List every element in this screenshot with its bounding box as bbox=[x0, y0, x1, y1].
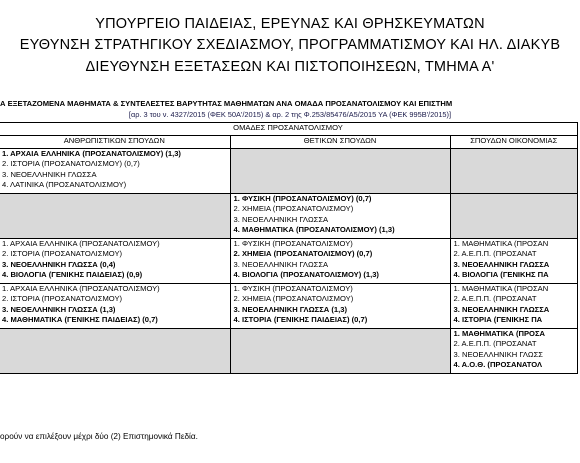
table-cell bbox=[0, 149, 230, 194]
table-cell bbox=[450, 149, 577, 194]
group-header: ΟΜΑΔΕΣ ΠΡΟΣΑΝΑΤΟΛΙΣΜΟΥ bbox=[0, 123, 578, 136]
subject-item: 3. ΝΕΟΕΛΛΗΝΙΚΗ ΓΛΩΣΣΑ (1,3) bbox=[2, 304, 116, 314]
subject-item: 1. ΜΑΘΗΜΑΤΙΚΑ (ΠΡΟΣΑ bbox=[453, 329, 545, 338]
subject-item: 3. ΝΕΟΕΛΛΗΝΙΚΗ ΓΛΩΣΣΑ bbox=[453, 304, 550, 314]
subject-item: 1. ΦΥΣΙΚΗ (ΠΡΟΣΑΝΑΤΟΛΙΣΜΟΥ) (0,7) bbox=[233, 194, 372, 203]
subject-item: 4. ΒΙΟΛΟΓΙΑ (ΠΡΟΣΑΝΑΤΟΛΙΣΜΟΥ) (1,3) bbox=[233, 270, 379, 280]
table-row bbox=[0, 329, 578, 374]
table-row bbox=[0, 149, 578, 194]
legal-reference: [αρ. 3 του ν. 4327/2015 (ΦΕΚ 50Α'/2015) & αρ. 2 της Φ.253/85476/Α5/2015 ΥΑ (ΦΕΚ 995Β'/2015)] bbox=[128, 110, 452, 119]
table-caption: Α ΕΞΕΤΑΖΟΜΕΝΑ ΜΑΘΗΜΑΤΑ & ΣΥΝΤΕΛΕΣΤΕΣ ΒΑΡΥΤΗΤΑΣ ΜΑΘΗΜΑΤΩΝ ΑΝΑ ΟΜΑΔΑ ΠΡΟΣΑΝΑΤΟΛΙΣΜΟΥ ΚΑΙ ΕΠΙΣΤΗΜ bbox=[0, 99, 453, 108]
subject-item: 2. Α.Ε.Π.Π. (ΠΡΟΣΑΝΑΤ bbox=[453, 339, 537, 349]
table-cell bbox=[450, 329, 577, 374]
subject-item: 2. ΙΣΤΟΡΙΑ (ΠΡΟΣΑΝΑΤΟΛΙΣΜΟΥ) bbox=[2, 249, 123, 259]
footer-note: ορούν να επιλέξουν μέχρι δύο (2) Επιστημονικά Πεδία. bbox=[0, 432, 198, 441]
subject-item: 3. ΝΕΟΕΛΛΗΝΙΚΗ ΓΛΩΣΣΑ (0,4) bbox=[2, 259, 116, 269]
table-cell bbox=[230, 284, 450, 329]
table-cell bbox=[0, 194, 230, 239]
subject-item: 3. ΝΕΟΕΛΛΗΝΙΚΗ ΓΛΩΣΣΑ (1,3) bbox=[233, 304, 348, 314]
directorate-general-title: ΕΥΘΥΝΣΗ ΣΤΡΑΤΗΓΙΚΟΥ ΣΧΕΔΙΑΣΜΟΥ, ΠΡΟΓΡΑΜΜΑΤΙΣΜΟΥ ΚΑΙ ΗΛ. ΔΙΑΚΥΒ bbox=[19, 37, 561, 53]
subject-item: 2. ΧΗΜΕΙΑ (ΠΡΟΣΑΝΑΤΟΛΙΣΜΟΥ) (0,7) bbox=[233, 249, 373, 259]
subject-item: 4. ΛΑΤΙΝΙΚΑ (ΠΡΟΣΑΝΑΤΟΛΙΣΜΟΥ) bbox=[2, 180, 127, 190]
column-header-economics: ΣΠΟΥΔΩΝ ΟΙΚΟΝΟΜΙΑΣ bbox=[450, 136, 577, 149]
table-cell bbox=[450, 284, 577, 329]
subject-item: 1. ΜΑΘΗΜΑΤΙΚΑ (ΠΡΟΣΑΝ bbox=[453, 239, 549, 248]
subject-item: 4. ΜΑΘΗΜΑΤΙΚΑ (ΠΡΟΣΑΝΑΤΟΛΙΣΜΟΥ) (1,3) bbox=[233, 225, 395, 235]
subject-item: 1. ΜΑΘΗΜΑΤΙΚΑ (ΠΡΟΣΑΝ bbox=[453, 284, 549, 293]
table-row bbox=[0, 239, 578, 284]
subjects-table bbox=[0, 122, 578, 374]
subject-item: 1. ΑΡΧΑΙΑ ΕΛΛΗΝΙΚΑ (ΠΡΟΣΑΝΑΤΟΛΙΣΜΟΥ) (1,3) bbox=[2, 149, 181, 158]
table-row bbox=[0, 284, 578, 329]
subject-item: 4. ΒΙΟΛΟΓΙΑ (ΓΕΝΙΚΗΣ ΠΑ bbox=[453, 270, 549, 280]
subject-item: 1. ΦΥΣΙΚΗ (ΠΡΟΣΑΝΑΤΟΛΙΣΜΟΥ) bbox=[233, 284, 353, 293]
table-cell bbox=[450, 194, 577, 239]
table-cell bbox=[0, 329, 230, 374]
table-cell bbox=[0, 239, 230, 284]
subject-item: 1. ΑΡΧΑΙΑ ΕΛΛΗΝΙΚΑ (ΠΡΟΣΑΝΑΤΟΛΙΣΜΟΥ) bbox=[2, 284, 160, 293]
table-body bbox=[0, 149, 578, 374]
table-cell bbox=[230, 329, 450, 374]
subject-item: 2. ΙΣΤΟΡΙΑ (ΠΡΟΣΑΝΑΤΟΛΙΣΜΟΥ) (0,7) bbox=[2, 159, 140, 169]
subject-item: 2. ΙΣΤΟΡΙΑ (ΠΡΟΣΑΝΑΤΟΛΙΣΜΟΥ) bbox=[2, 294, 123, 304]
ministry-title: ΥΠΟΥΡΓΕΙΟ ΠΑΙΔΕΙΑΣ, ΕΡΕΥΝΑΣ ΚΑΙ ΘΡΗΣΚΕΥΜΑΤΩΝ bbox=[95, 16, 485, 32]
subject-item: 4. ΙΣΤΟΡΙΑ (ΓΕΝΙΚΗΣ ΠΑΙΔΕΙΑΣ) (0,7) bbox=[233, 315, 368, 325]
column-header-humanities: ΑΝΘΡΩΠΙΣΤΙΚΩΝ ΣΠΟΥΔΩΝ bbox=[0, 136, 230, 149]
subject-item: 3. ΝΕΟΕΛΛΗΝΙΚΗ ΓΛΩΣΣΑ bbox=[233, 214, 329, 224]
subject-item: 2. Α.Ε.Π.Π. (ΠΡΟΣΑΝΑΤ bbox=[453, 294, 537, 304]
subject-item: 3. ΝΕΟΕΛΛΗΝΙΚΗ ΓΛΩΣΣΑ bbox=[453, 259, 550, 269]
subject-item: 4. ΜΑΘΗΜΑΤΙΚΑ (ΓΕΝΙΚΗΣ ΠΑΙΔΕΙΑΣ) (0,7) bbox=[2, 315, 158, 325]
subject-item: 3. ΝΕΟΕΛΛΗΝΙΚΗ ΓΛΩΣΣ bbox=[453, 349, 543, 359]
subject-item: 4. ΒΙΟΛΟΓΙΑ (ΓΕΝΙΚΗΣ ΠΑΙΔΕΙΑΣ) (0,9) bbox=[2, 270, 143, 280]
table-cell bbox=[450, 239, 577, 284]
subject-item: 3. ΝΕΟΕΛΛΗΝΙΚΗ ΓΛΩΣΣΑ bbox=[2, 169, 97, 179]
subject-item: 2. Α.Ε.Π.Π. (ΠΡΟΣΑΝΑΤ bbox=[453, 249, 537, 259]
subject-item: 2. ΧΗΜΕΙΑ (ΠΡΟΣΑΝΑΤΟΛΙΣΜΟΥ) bbox=[233, 294, 354, 304]
subject-item: 1. ΑΡΧΑΙΑ ΕΛΛΗΝΙΚΑ (ΠΡΟΣΑΝΑΤΟΛΙΣΜΟΥ) bbox=[2, 239, 160, 248]
department-title: ΔΙΕΥΘΥΝΣΗ ΕΞΕΤΑΣΕΩΝ ΚΑΙ ΠΙΣΤΟΠΟΙΗΣΕΩΝ, ΤΜΗΜΑ Α' bbox=[85, 59, 495, 75]
subject-item: 2. ΧΗΜΕΙΑ (ΠΡΟΣΑΝΑΤΟΛΙΣΜΟΥ) bbox=[233, 204, 354, 214]
subject-item: 1. ΦΥΣΙΚΗ (ΠΡΟΣΑΝΑΤΟΛΙΣΜΟΥ) bbox=[233, 239, 353, 248]
subject-item: 4. ΙΣΤΟΡΙΑ (ΓΕΝΙΚΗΣ ΠΑ bbox=[453, 315, 543, 325]
table-row bbox=[0, 194, 578, 239]
table-cell bbox=[230, 149, 450, 194]
table-cell bbox=[0, 284, 230, 329]
subject-item: 3. ΝΕΟΕΛΛΗΝΙΚΗ ΓΛΩΣΣΑ bbox=[233, 259, 329, 269]
table-cell bbox=[230, 194, 450, 239]
column-header-sciences: ΘΕΤΙΚΩΝ ΣΠΟΥΔΩΝ bbox=[230, 136, 450, 149]
subject-item: 4. Α.Ο.Θ. (ΠΡΟΣΑΝΑΤΟΛ bbox=[453, 360, 543, 370]
table-cell bbox=[230, 239, 450, 284]
